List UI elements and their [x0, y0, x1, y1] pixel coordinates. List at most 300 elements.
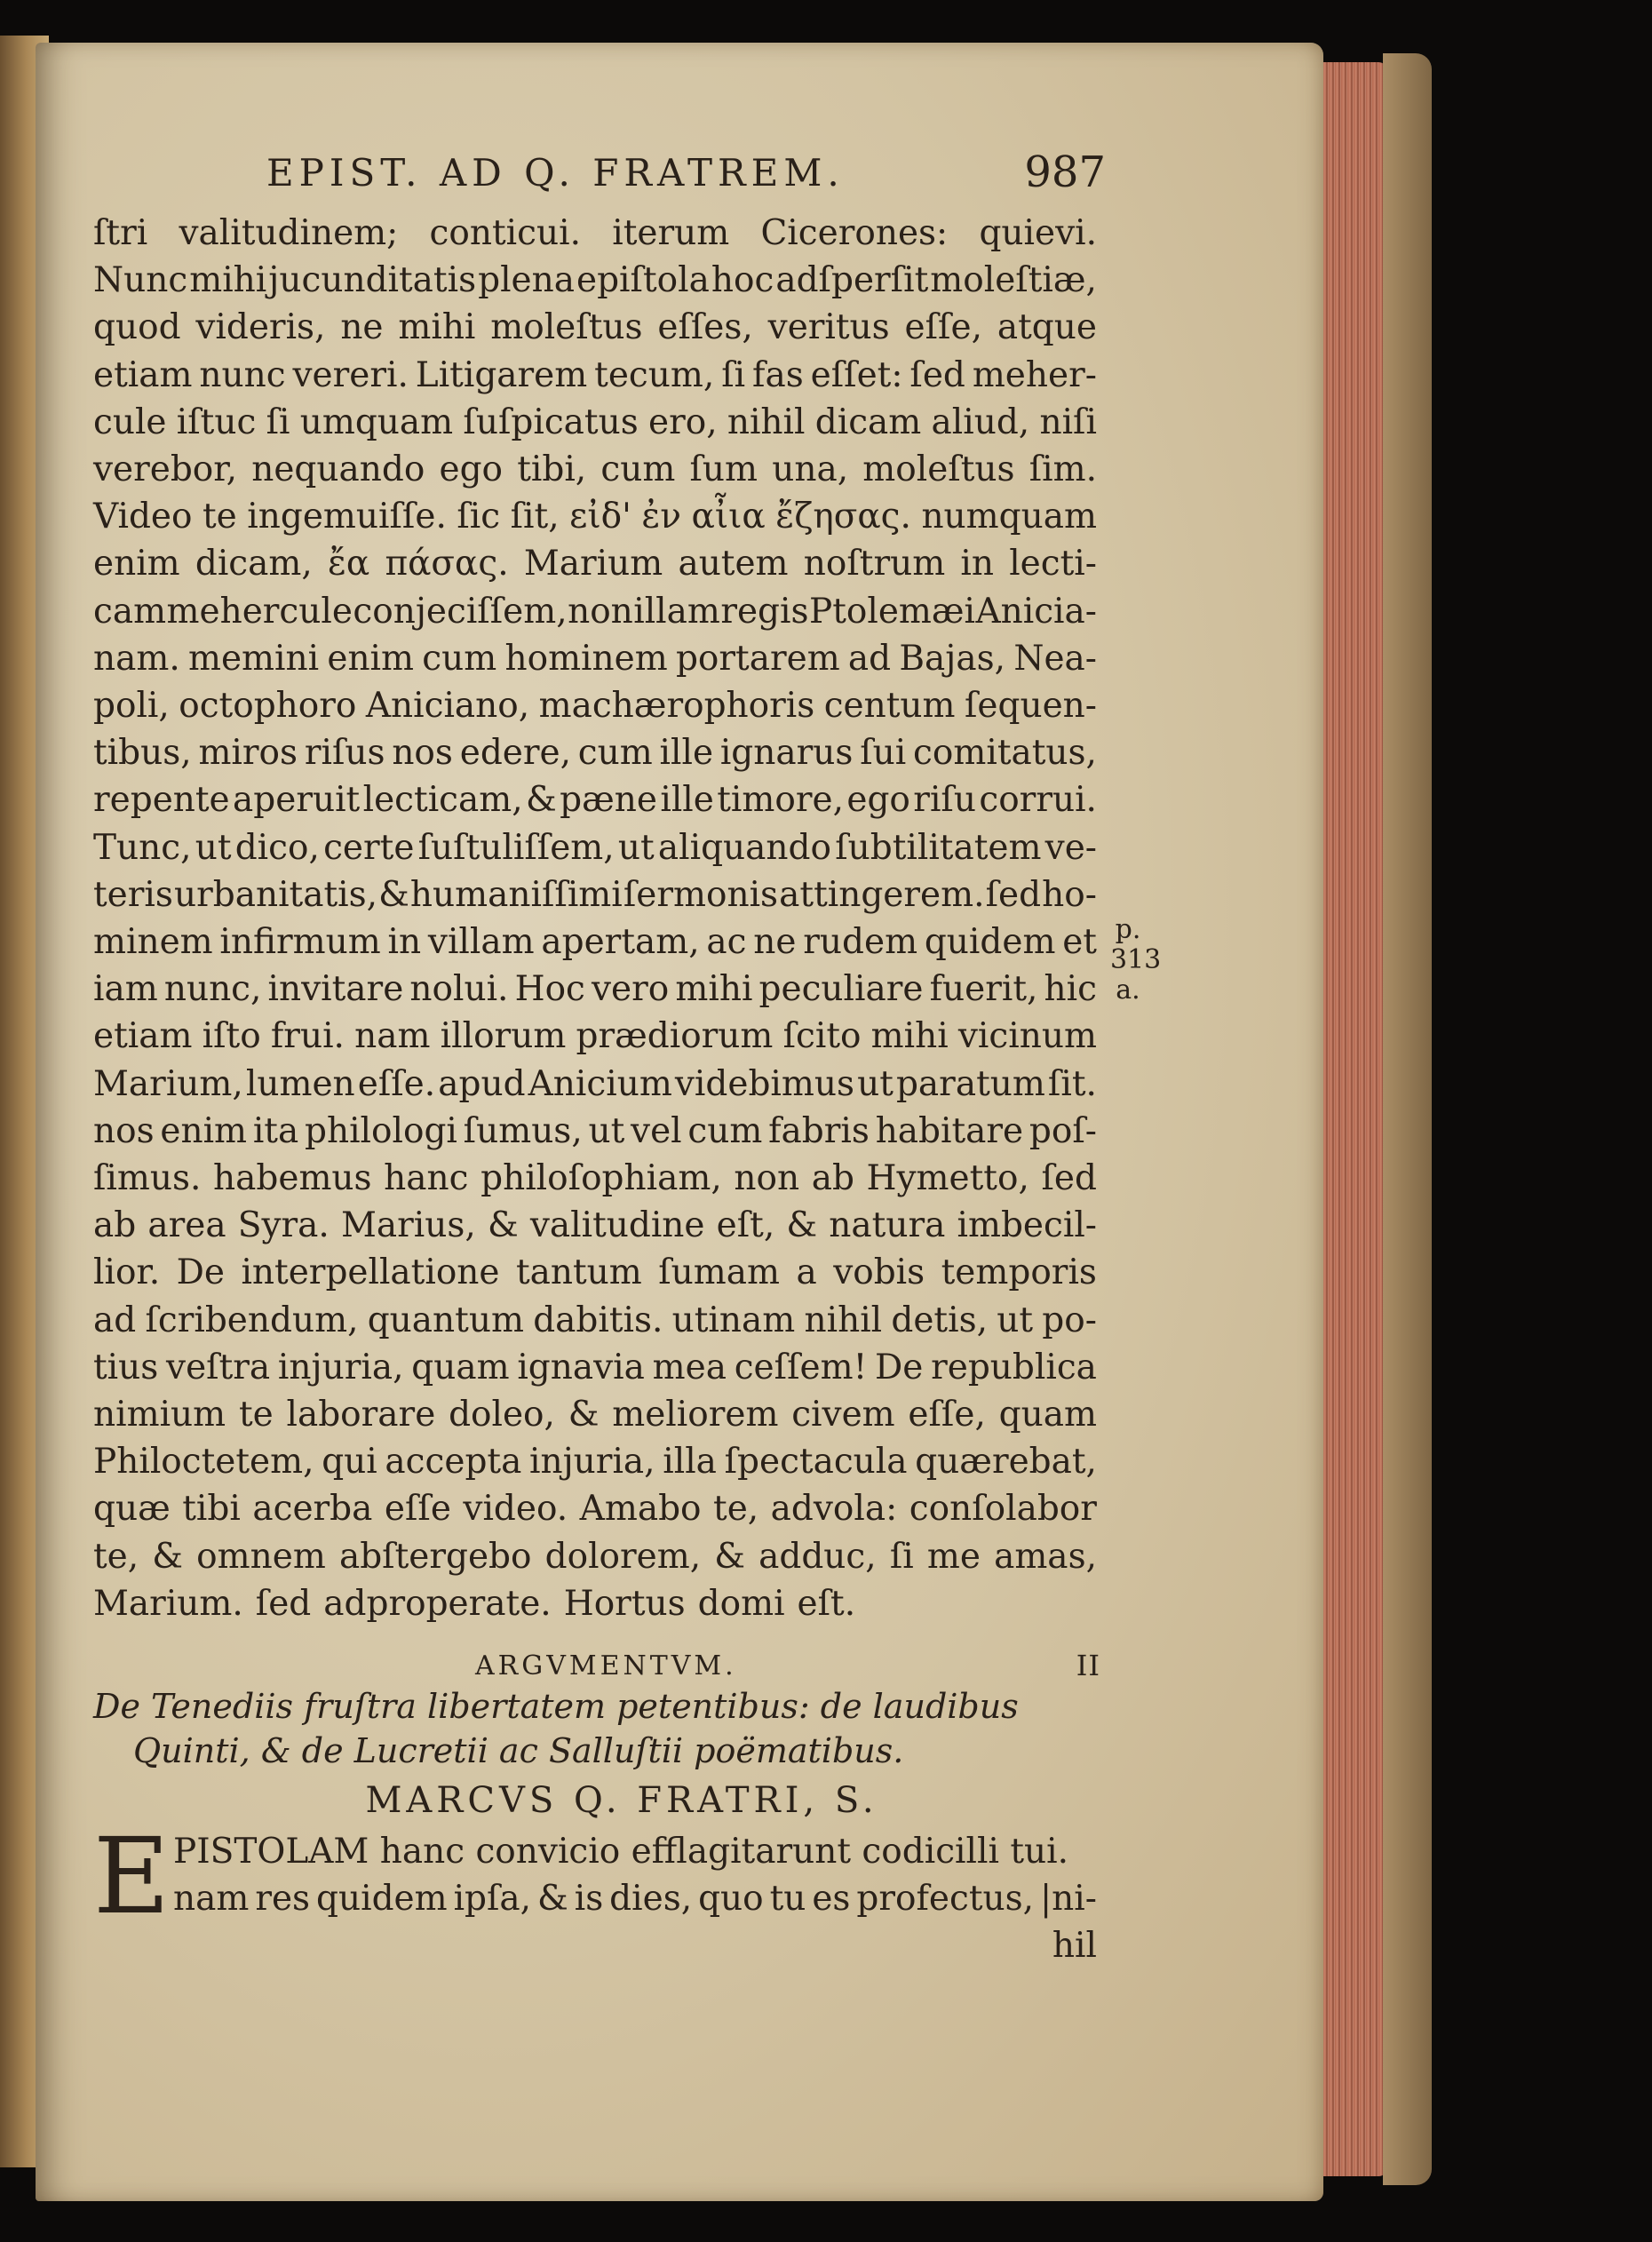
word: veritus [767, 307, 890, 348]
word: mihi [675, 969, 753, 1010]
word: plena [478, 260, 575, 301]
word: illa [663, 1442, 717, 1483]
body-text [93, 210, 1097, 1627]
word: ſtri [93, 213, 148, 253]
word: non [568, 591, 633, 632]
word: dico, [234, 827, 320, 868]
word: adduc, [758, 1536, 877, 1577]
word: De [875, 1347, 924, 1387]
word: ille [659, 733, 714, 774]
text-line [93, 1249, 1097, 1296]
word: et [1062, 922, 1097, 963]
word: pæne [560, 780, 657, 821]
letter-line [93, 1875, 1097, 1922]
word: Philoctetem, [93, 1442, 314, 1483]
word: video. [463, 1489, 568, 1530]
text-line [93, 446, 1097, 493]
letter-line: PISTOLAM hanc convicio efflagitarunt codicilli tui. [173, 1832, 1068, 1872]
word: & [487, 1205, 519, 1246]
word: area [147, 1205, 226, 1246]
word: in [387, 922, 422, 963]
word: ſed [255, 1583, 312, 1624]
word: eſſes, [657, 307, 753, 348]
word: lecticam, [362, 780, 523, 821]
letter-salutation: MARCVS Q. FRATRI, S. [365, 1780, 878, 1822]
word: dicam [814, 401, 922, 442]
word: noſtrum [803, 544, 946, 584]
word: conjeciſſem, [353, 591, 568, 632]
word: fabris [768, 1110, 870, 1151]
word: nam [354, 1016, 431, 1057]
margin-note-text: p. [1115, 914, 1141, 945]
word: invitare [267, 969, 404, 1010]
word: ἔζησας. [775, 497, 911, 537]
word: in [960, 544, 994, 584]
word: meher- [972, 354, 1097, 395]
word: ſed [1041, 1158, 1097, 1199]
word: Marium. [93, 1583, 243, 1624]
word: valitudine [529, 1205, 705, 1246]
word: iterum [612, 213, 730, 253]
word: ad [847, 638, 892, 679]
word: omnem [196, 1536, 326, 1577]
text-line [93, 1108, 1097, 1155]
word: nos [93, 1110, 155, 1151]
word: Anicium [528, 1063, 672, 1104]
word: paratum [895, 1063, 1045, 1104]
word: quærebat, [915, 1442, 1097, 1483]
word: ut [857, 1063, 894, 1104]
text-line [93, 824, 1097, 871]
word: ab [93, 1205, 137, 1246]
word: infirmum [219, 922, 381, 963]
word: ingemuiſſe. [247, 497, 447, 537]
word: po- [1042, 1300, 1097, 1340]
word: ἔα [327, 544, 370, 584]
word: poli, [93, 686, 170, 727]
word: ſim. [1029, 449, 1097, 490]
word: nihil [804, 1300, 883, 1340]
word: cum [687, 1110, 763, 1151]
word: ego [846, 780, 910, 821]
word: valitudinem; [179, 213, 399, 253]
word: certe [323, 827, 415, 868]
word: interpellatione [241, 1252, 500, 1293]
margin-note-text: 313 [1110, 944, 1162, 975]
text-line [93, 1391, 1097, 1438]
word: eſt, [716, 1205, 775, 1246]
word: vereri. [292, 354, 409, 395]
word: & [537, 1879, 568, 1920]
word: illorum [440, 1016, 567, 1057]
word: Marium, [93, 1063, 243, 1104]
word: ſit, [510, 497, 560, 537]
word: laborare [286, 1395, 436, 1435]
word: adproperate. [323, 1583, 552, 1624]
text-line [93, 540, 1097, 587]
word: octophoro [179, 686, 357, 727]
word: Marius, [340, 1205, 476, 1246]
word: ſimus. [93, 1158, 202, 1199]
word: edere, [459, 733, 571, 774]
word: aperuit [233, 780, 361, 821]
word: teris [93, 874, 173, 915]
word: fas [752, 354, 804, 395]
word: repente [93, 780, 230, 821]
word: corrui. [979, 780, 1097, 821]
word: ut [997, 1300, 1034, 1340]
word: apertam, [541, 922, 700, 963]
word: machærophoris [538, 686, 815, 727]
word: domi [697, 1583, 785, 1624]
text-line [93, 304, 1097, 351]
word: ſermonis [623, 874, 779, 915]
word: tu [769, 1879, 806, 1920]
word: advola: [770, 1489, 898, 1530]
word: etiam [93, 1016, 193, 1057]
word: nam [173, 1879, 250, 1920]
word: αἶια [691, 497, 766, 537]
word: frui. [270, 1016, 345, 1057]
word: & [786, 1205, 818, 1246]
word: profectus, [856, 1879, 1035, 1920]
running-title: EPIST. AD Q. FRATREM. [266, 151, 845, 195]
word: Nunc [93, 260, 188, 301]
word: tecum, [594, 354, 715, 395]
text-line [93, 1533, 1097, 1580]
word: Ptolemæi [808, 591, 976, 632]
text-line [93, 1061, 1097, 1108]
word: rudem [803, 922, 918, 963]
word: is [574, 1879, 604, 1920]
word: tibi [182, 1489, 241, 1530]
word: injuria, [529, 1442, 655, 1483]
word: ſequen- [964, 686, 1097, 727]
word: vicinum [957, 1016, 1097, 1057]
word: nimium [93, 1395, 226, 1435]
word: me [926, 1536, 981, 1577]
word: ſi [266, 401, 290, 442]
margin-note [1110, 914, 1162, 1006]
text-line [93, 729, 1097, 776]
word: Hymetto, [866, 1158, 1029, 1199]
word: te, [93, 1536, 139, 1577]
word: conticui. [429, 213, 581, 253]
word: conſolabor [909, 1489, 1097, 1530]
word: eſſet: [810, 354, 903, 395]
word: ſuſtuliſſem, [417, 827, 615, 868]
word: ego [439, 449, 504, 490]
word: ſit. [1047, 1063, 1097, 1104]
word: vel [631, 1110, 682, 1151]
word: enim [160, 1110, 248, 1151]
word: ad [93, 1300, 137, 1340]
word: nunc, [163, 969, 262, 1010]
text-line [93, 1485, 1097, 1532]
word: hic [1044, 969, 1097, 1010]
word: ipſa, [453, 1879, 532, 1920]
word: civem [791, 1395, 895, 1435]
word: ho- [1042, 874, 1097, 915]
word: ſpectacula [724, 1442, 908, 1483]
running-head [93, 147, 1106, 204]
word: non [734, 1158, 800, 1199]
word: amas, [994, 1536, 1097, 1577]
word: mea [652, 1347, 727, 1387]
word: abſtergebo [338, 1536, 532, 1577]
word: ſubtilitatem [835, 827, 1042, 868]
word: injuria, [277, 1347, 404, 1387]
word: hoc [711, 260, 774, 301]
word: hominem [504, 638, 668, 679]
word: comitatus, [913, 733, 1097, 774]
word: etiam [93, 354, 193, 395]
word: ſi [721, 354, 746, 395]
argument-heading [93, 1640, 1100, 1684]
word: Litigarem [415, 354, 588, 395]
word: mehercule [166, 591, 353, 632]
word: adſperſit [775, 260, 929, 301]
word: cum [422, 638, 497, 679]
word: mihi [398, 307, 476, 348]
letter-opening [93, 1815, 1097, 1969]
word: videris, [195, 307, 326, 348]
word: umquam [299, 401, 454, 442]
word: portarem [675, 638, 840, 679]
word: ſi [889, 1536, 914, 1577]
word: nihil [727, 401, 806, 442]
word: hanc [384, 1158, 469, 1199]
word: cum [577, 733, 653, 774]
word: ſic [457, 497, 501, 537]
word: ſed [909, 354, 965, 395]
word: ſumam [658, 1252, 781, 1293]
word: ἐν [641, 497, 681, 537]
word: eſſe. [357, 1063, 436, 1104]
text-line [93, 1580, 1097, 1627]
word: Cicerones: [760, 213, 949, 253]
text-line [93, 871, 1097, 918]
word: dolorem, [544, 1536, 702, 1577]
word: ille [660, 780, 714, 821]
word: doleo, [449, 1395, 555, 1435]
word: πάσας. [385, 544, 509, 584]
word: tibi, [517, 449, 587, 490]
word: aliquando [657, 827, 831, 868]
word: jucunditatis [268, 260, 477, 301]
word: ſuſpicatus [463, 401, 639, 442]
word: enim [327, 638, 415, 679]
page-number: 987 [1024, 147, 1106, 197]
word: villam [427, 922, 535, 963]
argument-label: ARGVMENTVM. [475, 1650, 737, 1682]
word: |ni- [1040, 1879, 1097, 1920]
word: prædiorum [576, 1016, 774, 1057]
word: quidem [316, 1879, 448, 1920]
word: nequando [251, 449, 425, 490]
word: Anicia- [975, 591, 1097, 632]
word: te [203, 497, 237, 537]
text-line [93, 352, 1097, 399]
summary-line: De Tenediis fruſtra libertatem petentibus: de laudibus [93, 1687, 1019, 1727]
text-line [93, 776, 1097, 823]
word: verebor, [93, 449, 238, 490]
word: nunc [199, 354, 286, 395]
word: mihi [870, 1016, 949, 1057]
word: cum [600, 449, 676, 490]
word: Marium [523, 544, 663, 584]
word: ignarus [719, 733, 854, 774]
word: es [812, 1879, 851, 1920]
word: lecti- [1009, 544, 1097, 584]
word: mihi [189, 260, 267, 301]
word: habemus [213, 1158, 372, 1199]
text-line [93, 257, 1097, 304]
word: attingerem. [779, 874, 985, 915]
word: eſſe, [904, 307, 982, 348]
text-line [93, 918, 1097, 966]
word: ne [753, 922, 797, 963]
word: ve- [1044, 827, 1097, 868]
word: veſtra [166, 1347, 271, 1387]
word: & [568, 1395, 600, 1435]
word: niſi [1039, 401, 1097, 442]
word: ac [706, 922, 747, 963]
word: meliorem [612, 1395, 779, 1435]
word: humaniſſimi [409, 874, 623, 915]
word: eſſe [384, 1489, 451, 1530]
word: moleſtiæ, [930, 260, 1097, 301]
text-line [93, 210, 1097, 257]
word: Syra. [237, 1205, 330, 1246]
text-line [93, 1155, 1097, 1202]
word: quam [998, 1395, 1097, 1435]
word: urbanitatis, [173, 874, 378, 915]
word: ut [617, 827, 655, 868]
word: dicam, [195, 544, 313, 584]
word: quantum [367, 1300, 524, 1340]
word: detis, [891, 1300, 988, 1340]
word: ſui [860, 733, 907, 774]
word: cam [93, 591, 167, 632]
word: timore, [717, 780, 844, 821]
word: & [526, 780, 557, 821]
word: ero, [647, 401, 718, 442]
word: tibus, [93, 733, 192, 774]
word: ſcribendum, [145, 1300, 359, 1340]
word: ita [252, 1110, 299, 1151]
word: moleſtus [490, 307, 643, 348]
word: ſed [985, 874, 1042, 915]
word: Video [93, 497, 193, 537]
drop-cap: E [93, 1815, 171, 1938]
word: riſu [913, 780, 976, 821]
argument-summary [93, 1684, 1097, 1773]
word: fuerit, [929, 969, 1038, 1010]
word: ſum [689, 449, 758, 490]
word: philoſophiam, [481, 1158, 722, 1199]
word: ſumus, [463, 1110, 583, 1151]
book-cover-board [1383, 53, 1432, 2185]
word: videbimus [674, 1063, 854, 1104]
text-line [93, 399, 1097, 446]
text-line [93, 966, 1097, 1013]
word: & [378, 874, 409, 915]
word: epiſtola [576, 260, 710, 301]
word: Aniciano, [365, 686, 530, 727]
word: De [176, 1252, 225, 1293]
word: aliud, [931, 401, 1030, 442]
word: apud [438, 1063, 526, 1104]
word: cule [93, 401, 167, 442]
word: & [152, 1536, 184, 1577]
word: miros [198, 733, 298, 774]
text-line [93, 1297, 1097, 1344]
text-line [93, 635, 1097, 682]
word: temporis [941, 1252, 1097, 1293]
word: numquam [921, 497, 1097, 537]
text-line [93, 1344, 1097, 1391]
text-line [93, 588, 1097, 635]
word: peculiare [758, 969, 924, 1010]
word: ab [811, 1158, 854, 1199]
page-content [93, 147, 1106, 1969]
margin-note-text: a. [1116, 974, 1140, 1006]
word: atque [997, 307, 1097, 348]
word: Nea- [1013, 638, 1097, 679]
text-line [93, 493, 1097, 540]
word: nam. [93, 638, 180, 679]
word: ignavia [517, 1347, 645, 1387]
letter-line: hil [1052, 1926, 1097, 1967]
word: poſ- [1029, 1110, 1097, 1151]
word: republica [931, 1347, 1097, 1387]
word: ſcito [782, 1016, 862, 1057]
word: a [796, 1252, 817, 1293]
word: lior. [93, 1252, 161, 1293]
text-line [93, 1438, 1097, 1485]
word: accepta [385, 1442, 522, 1483]
word: vero [592, 969, 670, 1010]
word: eſſe, [908, 1395, 986, 1435]
word: utinam [671, 1300, 796, 1340]
word: ut [588, 1110, 625, 1151]
word: res [255, 1879, 311, 1920]
word: quo [698, 1879, 764, 1920]
text-line [93, 1202, 1097, 1249]
word: autem [678, 544, 789, 584]
word: natura [829, 1205, 946, 1246]
word: minem [93, 922, 213, 963]
text-line [93, 682, 1097, 729]
summary-line: Quinti, & de Lucretii ac Salluſtii poëmatibus. [133, 1731, 904, 1771]
word: vobis [833, 1252, 925, 1293]
argument-number: II [1076, 1649, 1100, 1683]
word: εἰδ' [569, 497, 631, 537]
word: tius [93, 1347, 159, 1387]
word: regis [720, 591, 809, 632]
word: te [238, 1395, 274, 1435]
text-line [93, 1013, 1097, 1060]
word: quidem [924, 922, 1056, 963]
word: te, [713, 1489, 759, 1530]
word: moleſtus [862, 449, 1015, 490]
word: memini [188, 638, 320, 679]
word: imbecil- [957, 1205, 1097, 1246]
word: Hoc [514, 969, 585, 1010]
fore-edge-page-stack [1316, 62, 1387, 2176]
word: tantum [515, 1252, 642, 1293]
